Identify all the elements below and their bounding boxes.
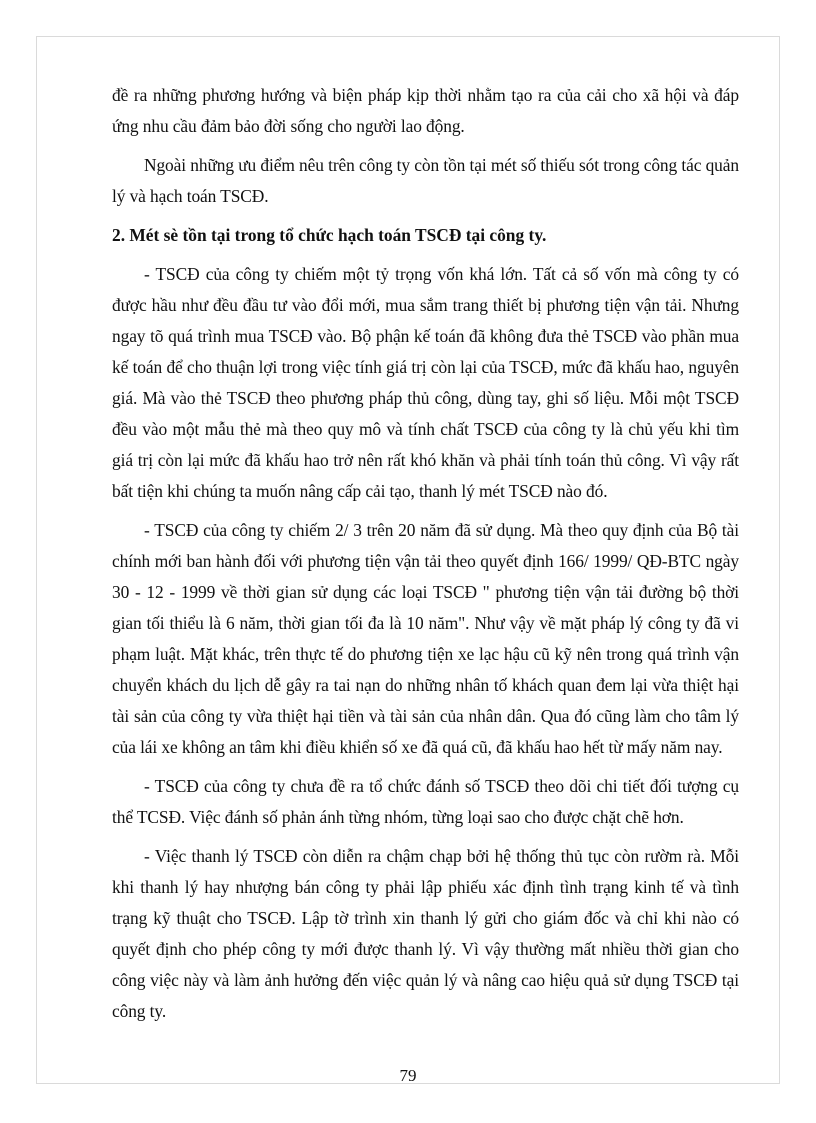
paragraph-shortcoming-4: - Việc thanh lý TSCĐ còn diễn ra chậm chạp bởi hệ thống thủ tục còn rườm rà. Mỗi khi thanh lý hay nhượng bán công ty phải lập phiếu xác định tình trạng kinh tế và tình trạng kỹ thuật cho TSCĐ. Lập tờ trình xin thanh lý gửi cho giám đốc và chỉ khi nào có quyết định cho phép công ty mới được thanh lý. Vì vậy thường mất nhiều thời gian cho công việc này và làm ảnh hưởng đến việc quản lý và nâng cao hiệu quả sử dụng TSCĐ tại công ty.	[112, 846, 739, 1021]
paragraph-continuation: đề ra những phương hướng và biện pháp kịp thời nhằm tạo ra của cải cho xã hội và đáp ứng nhu cầu đảm bảo đời sống cho người lao động.	[112, 85, 739, 136]
page-body	[112, 80, 739, 1035]
paragraph-shortcoming-1: - TSCĐ của công ty chiếm một tỷ trọng vốn khá lớn. Tất cả số vốn mà công ty có được hầu như đều đầu tư vào đổi mới, mua sắm trang thiết bị phương tiện vận tải. Nhưng ngay tõ quá trình mua TSCĐ vào. Bộ phận kế toán đã không đưa thẻ TSCĐ vào phần mua kế toán để cho thuận lợi trong việc tính giá trị còn lại của TSCĐ, mức đã khấu hao, nguyên giá. Mà vào thẻ TSCĐ theo phương pháp thủ công, dùng tay, ghi số liệu. Mỗi một TSCĐ đều vào một mẫu thẻ mà theo quy mô và tính chất TSCĐ của công ty là chủ yếu khi tìm giá trị còn lại mức đã khấu hao trở nên rất khó khăn và phải tính toán thủ công. Vì vậy rất bất tiện khi chúng ta muốn nâng cấp cải tạo, thanh lý mét TSCĐ nào đó.	[112, 264, 739, 501]
page-number: 79	[399, 1066, 417, 1085]
section-heading: 2. Mét sè tồn tại trong tổ chức hạch toán TSCĐ tại công ty.	[112, 225, 547, 245]
paragraph-shortcoming-3: - TSCĐ của công ty chưa đề ra tổ chức đánh số TSCĐ theo dõi chi tiết đối tượng cụ thể TCSĐ. Việc đánh số phản ánh từng nhóm, từng loại sao cho được chặt chẽ hơn.	[112, 776, 739, 827]
paragraph-shortcoming-2: - TSCĐ của công ty chiếm 2/ 3 trên 20 năm đã sử dụng. Mà theo quy định của Bộ tài chính mới ban hành đối với phương tiện vận tải theo quyết định 166/ 1999/ QĐ-BTC ngày 30 - 12 - 1999 về thời gian sử dụng các loại TSCĐ " phương tiện vận tải đường bộ thời gian tối thiểu là 6 năm, thời gian tối đa là 10 năm". Như vậy về mặt pháp lý công ty đã vi phạm luật. Mặt khác, trên thực tế do phương tiện xe lạc hậu cũ kỹ nên trong quá trình vận chuyển khách du lịch dễ gây ra tai nạn do những nhân tố khách quan đem lại vừa thiệt hại tài sản của công ty vừa thiệt hại tiền và tài sản của nhân dân. Qua đó cũng làm cho tâm lý của lái xe không an tâm khi điều khiển số xe đã quá cũ, đã khấu hao hết từ mấy năm nay.	[112, 520, 739, 757]
paragraph-intro-shortcomings: Ngoài những ưu điểm nêu trên công ty còn tồn tại mét số thiếu sót trong công tác quản lý và hạch toán TSCĐ.	[112, 155, 739, 206]
